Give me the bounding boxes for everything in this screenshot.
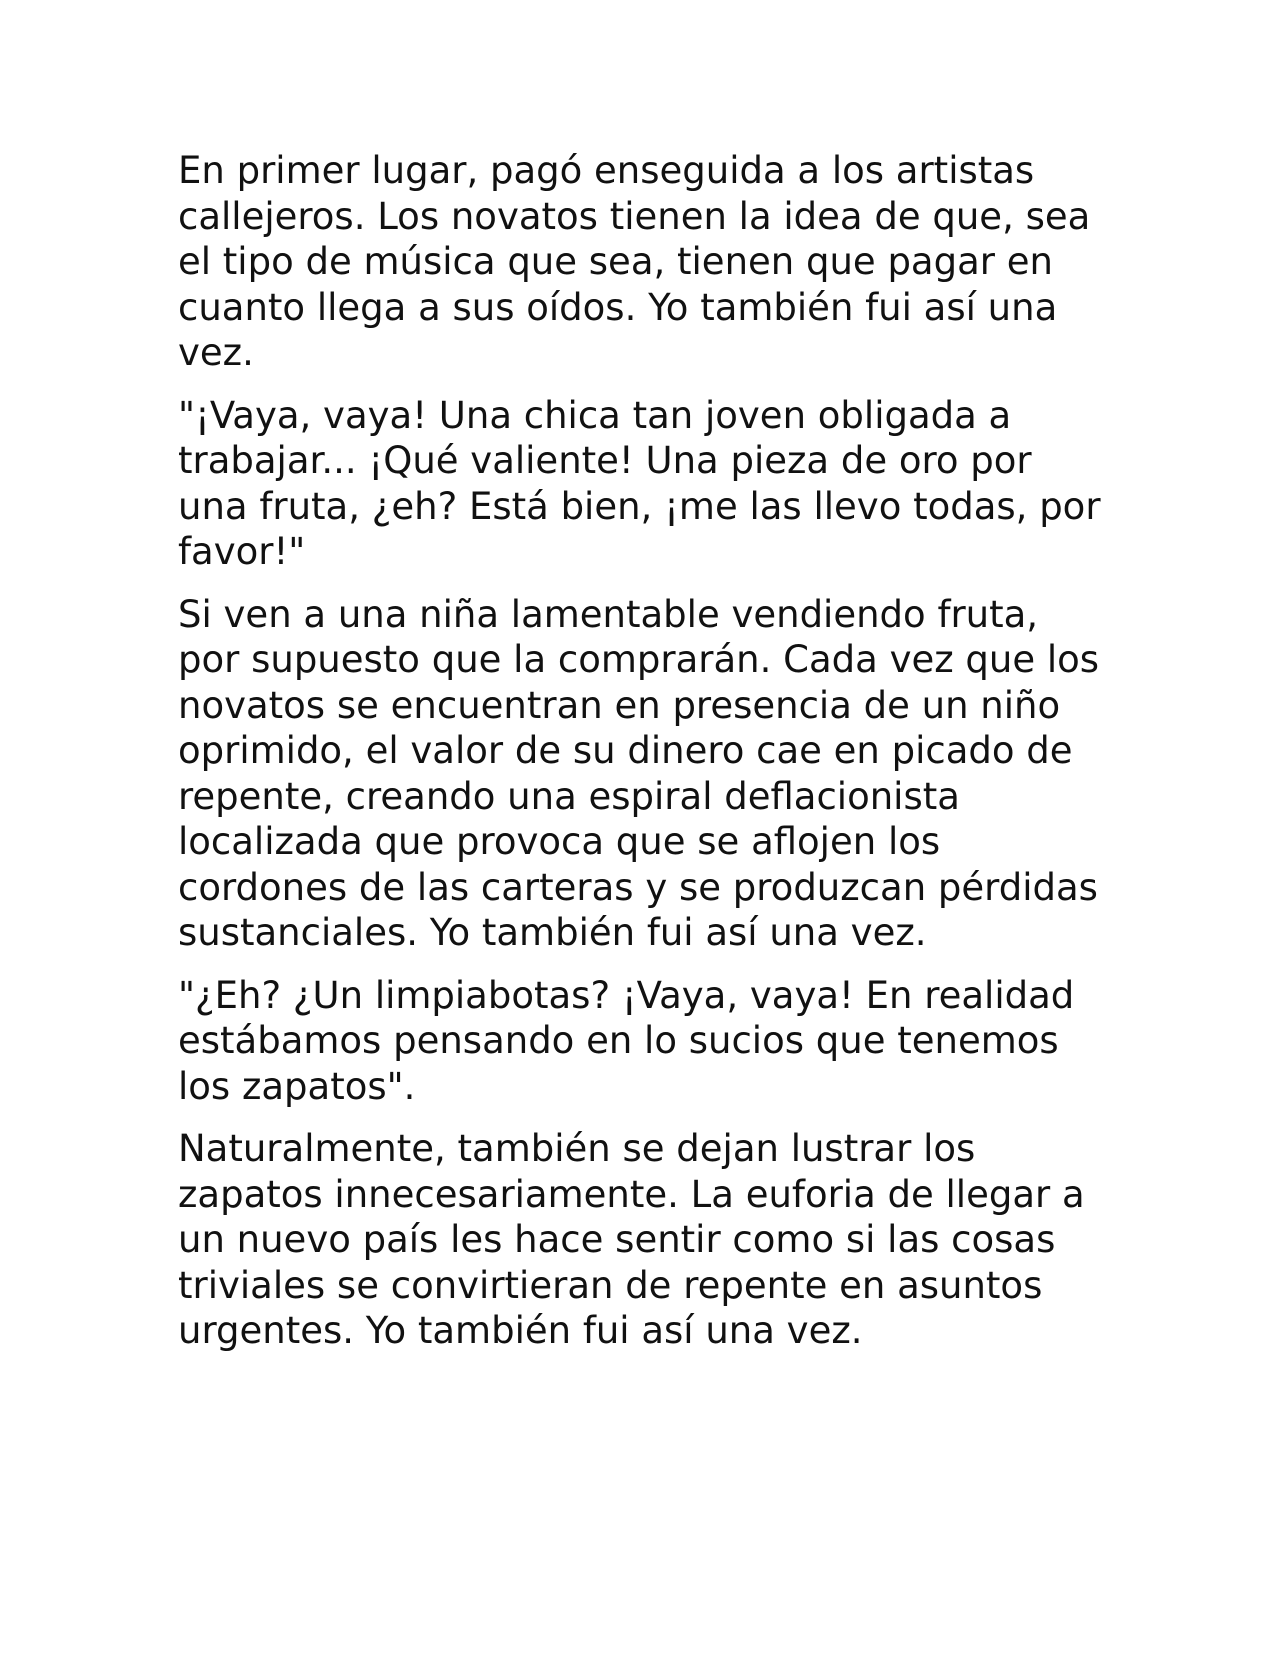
paragraph-1: En primer lugar, pagó enseguida a los artistas callejeros. Los novatos tienen la idea de que, sea el tipo de música que sea, tienen que pagar en cuanto llega a sus oídos. Yo también fui así una vez. xyxy=(178,149,1091,374)
paragraph-3: Si ven a una niña lamentable vendiendo fruta, por supuesto que la comprarán. Cada vez que los novatos se encuentran en presencia de un niño oprimido, el valor de su dinero cae en picado de repente, creando una espiral deflacionista localizada que provoca que se aflojen los cordones de las carteras y se produzcan pérdidas sustanciales. Yo también fui así una vez. xyxy=(178,592,1100,954)
body-text xyxy=(178,148,1108,1371)
paragraph-4-quote: "¿Eh? ¿Un limpiabotas? ¡Vaya, vaya! En realidad estábamos pensando en lo sucios que tenemos los zapatos". xyxy=(178,973,1075,1108)
paragraph-5: Naturalmente, también se dejan lustrar los zapatos innecesariamente. La euforia de llegar a un nuevo país les hace sentir como si las cosas triviales se convirtieran de repente en asuntos urgentes. Yo también fui así una vez. xyxy=(178,1127,1085,1352)
paragraph-2-quote: "¡Vaya, vaya! Una chica tan joven obligada a trabajar... ¡Qué valiente! Una pieza de oro por una fruta, ¿eh? Está bien, ¡me las llevo todas, por favor!" xyxy=(178,393,1101,573)
